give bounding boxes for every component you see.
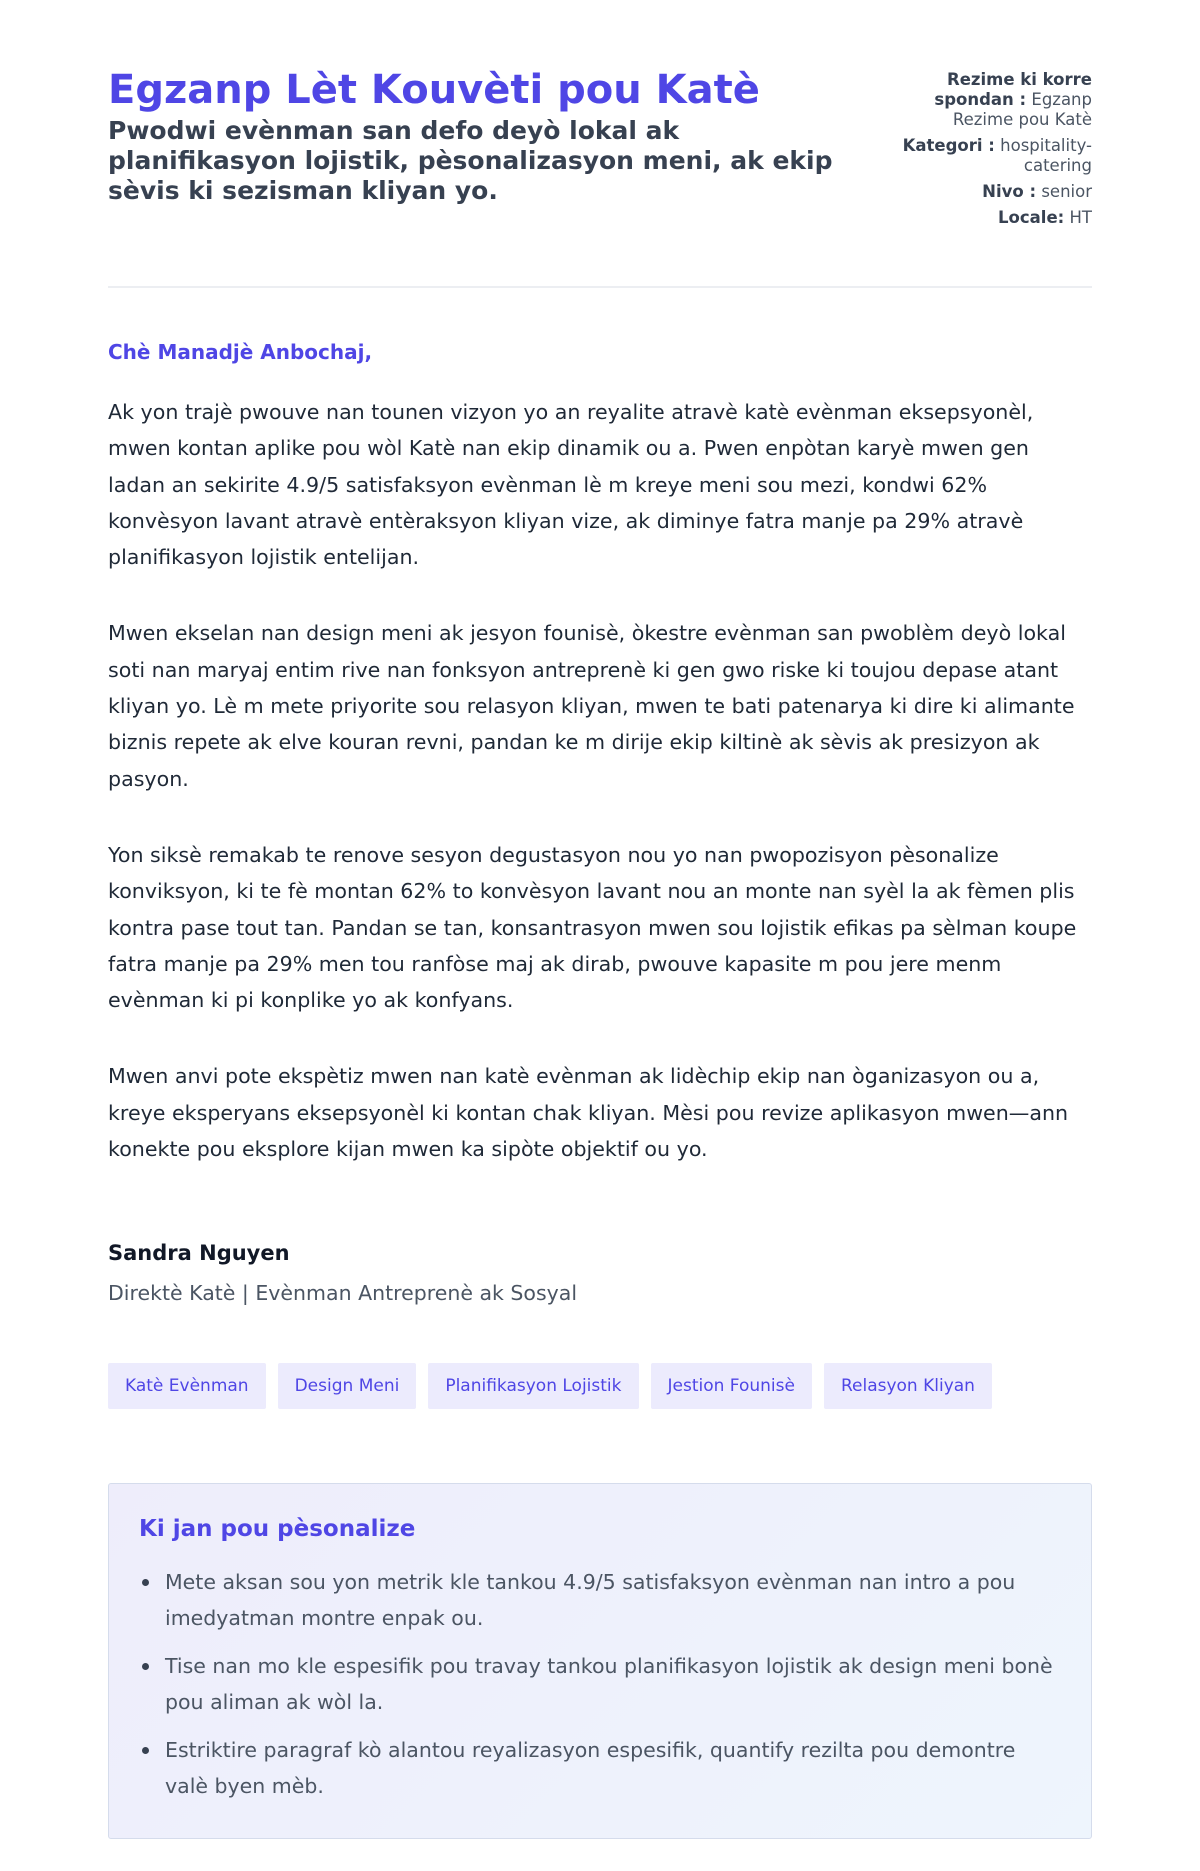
letter-greeting: Chè Manadjè Anbochaj, [108,340,373,364]
meta-level-value: senior [1041,182,1092,201]
page-title: Egzanp Lèt Kouvèti pou Katè [108,67,760,113]
meta-level [887,182,1092,202]
tips-list-item [165,1732,1061,1804]
meta-category-label: Kategori : [902,136,995,155]
meta-resume [887,70,1092,130]
signature-name: Sandra Nguyen [108,1241,290,1266]
meta-level-label: Nivo : [982,182,1037,201]
bullet-icon [142,1747,149,1754]
tips-list-item [165,1564,1061,1636]
bullet-icon [142,1579,149,1586]
skill-tag: Relasyon Kliyan [824,1363,992,1409]
skill-tag: Design Meni [278,1363,417,1409]
skill-tag: Planifikasyon Lojistik [428,1363,638,1409]
signature-block [108,1239,1092,1307]
document-header [108,64,1092,288]
skill-tag: Jestion Founisè [651,1363,812,1409]
meta-resume-label: Rezime ki korre spondan : [934,70,1092,109]
tips-item-text: Mete aksan sou yon metrik kle tankou 4.9/5 satisfaksyon evènman nan intro a pou imedyatman montre enpak ou. [165,1570,1016,1631]
tips-title: Ki jan pou pèsonalize [139,1516,416,1543]
tips-item-text: Tise nan mo kle espesifik pou travay tankou planifikasyon lojistik ak design meni bonè pou aliman ak wòl la. [165,1654,1053,1715]
letter-paragraph-1: Ak yon trajè pwouve nan tounen vizyon yo an reyalite atravè katè evènman eksepsyonèl, mwen kontan aplike pou wòl Katè nan ekip dinamik ou a. Pwen enpòtan karyè mwen gen ladan an sekirite 4.9/5 satisfaksyon evènman lè m kreye meni sou mezi, kondwi 62% konvèsyon lavant atravè entèraksyon kliyan vize, ak diminye fatra manje pa 29% atravè planifikasyon lojistik entelijan. [108,400,1034,570]
tips-list [139,1564,1061,1804]
tips-list-item [165,1648,1061,1720]
meta-resume-value: Egzanp Rezime pou Katè [952,90,1092,129]
letter-paragraph-3: Yon siksè remakab te renove sesyon degustasyon nou yo nan pwopozisyon pèsonalize konviksyon, ki te fè montan 62% to konvèsyon lavant nou an monte nan syèl la ak fèmen plis kontra pase tout tan. Pandan se tan, konsantrasyon mwen sou lojistik efikas pa sèlman koupe fatra manje pa 29% men tou ranfòse maj ak dirab, pwouve kapasite m pou jere menm evènman ki pi konplike yo ak konfyans. [108,842,1077,1013]
letter-paragraph-4: Mwen anvi pote ekspètiz mwen nan katè evènman ak lidèchip ekip nan òganizasyon ou a, kreye eksperyans eksepsyonèl ki kontan chak kliyan. Mèsi pou revize aplikasyon mwen—ann konekte pou eksplore kijan mwen ka sipòte objektif ou yo. [108,1064,1069,1162]
skill-tag: Katè Evènman [108,1363,266,1409]
bullet-icon [142,1663,149,1670]
meta-locale-label: Locale: [998,208,1065,227]
signature-title: Direktè Katè | Evènman Antreprenè ak Sosyal [108,1281,578,1306]
meta-category-value: hospitality-catering [1000,136,1092,175]
skill-tags [108,1363,1092,1409]
customization-tips-box [108,1483,1092,1839]
tips-item-text: Estriktire paragraf kò alantou reyalizasyon espesifik, quantify rezilta pou demontre valè byen mèb. [165,1738,1016,1799]
page-subtitle: Pwodwi evènman san defo deyò lokal ak planifikasyon lojistik, pèsonalizasyon meni, ak ekip sèvis ki sezisman kliyan yo. [108,116,833,205]
header-title-block [108,64,868,206]
meta-category [887,136,1092,176]
meta-locale [887,208,1092,228]
letter-paragraph-2: Mwen ekselan nan design meni ak jesyon founisè, òkestre evènman san pwoblèm deyò lokal soti nan maryaj entim rive nan fonksyon antreprenè ki gen gwo riske ki toujou depase atant kliyan yo. Lè m mete priyorite sou relasyon kliyan, mwen te bati patenarya ki dire ki alimante biznis repete ak elve kouran revni, pandan ke m dirije ekip kiltinè ak sèvis ak presizyon ak pasyon. [108,621,1075,791]
metadata-panel [887,70,1092,234]
letter-body [108,338,1092,1307]
meta-locale-value: HT [1069,208,1092,227]
